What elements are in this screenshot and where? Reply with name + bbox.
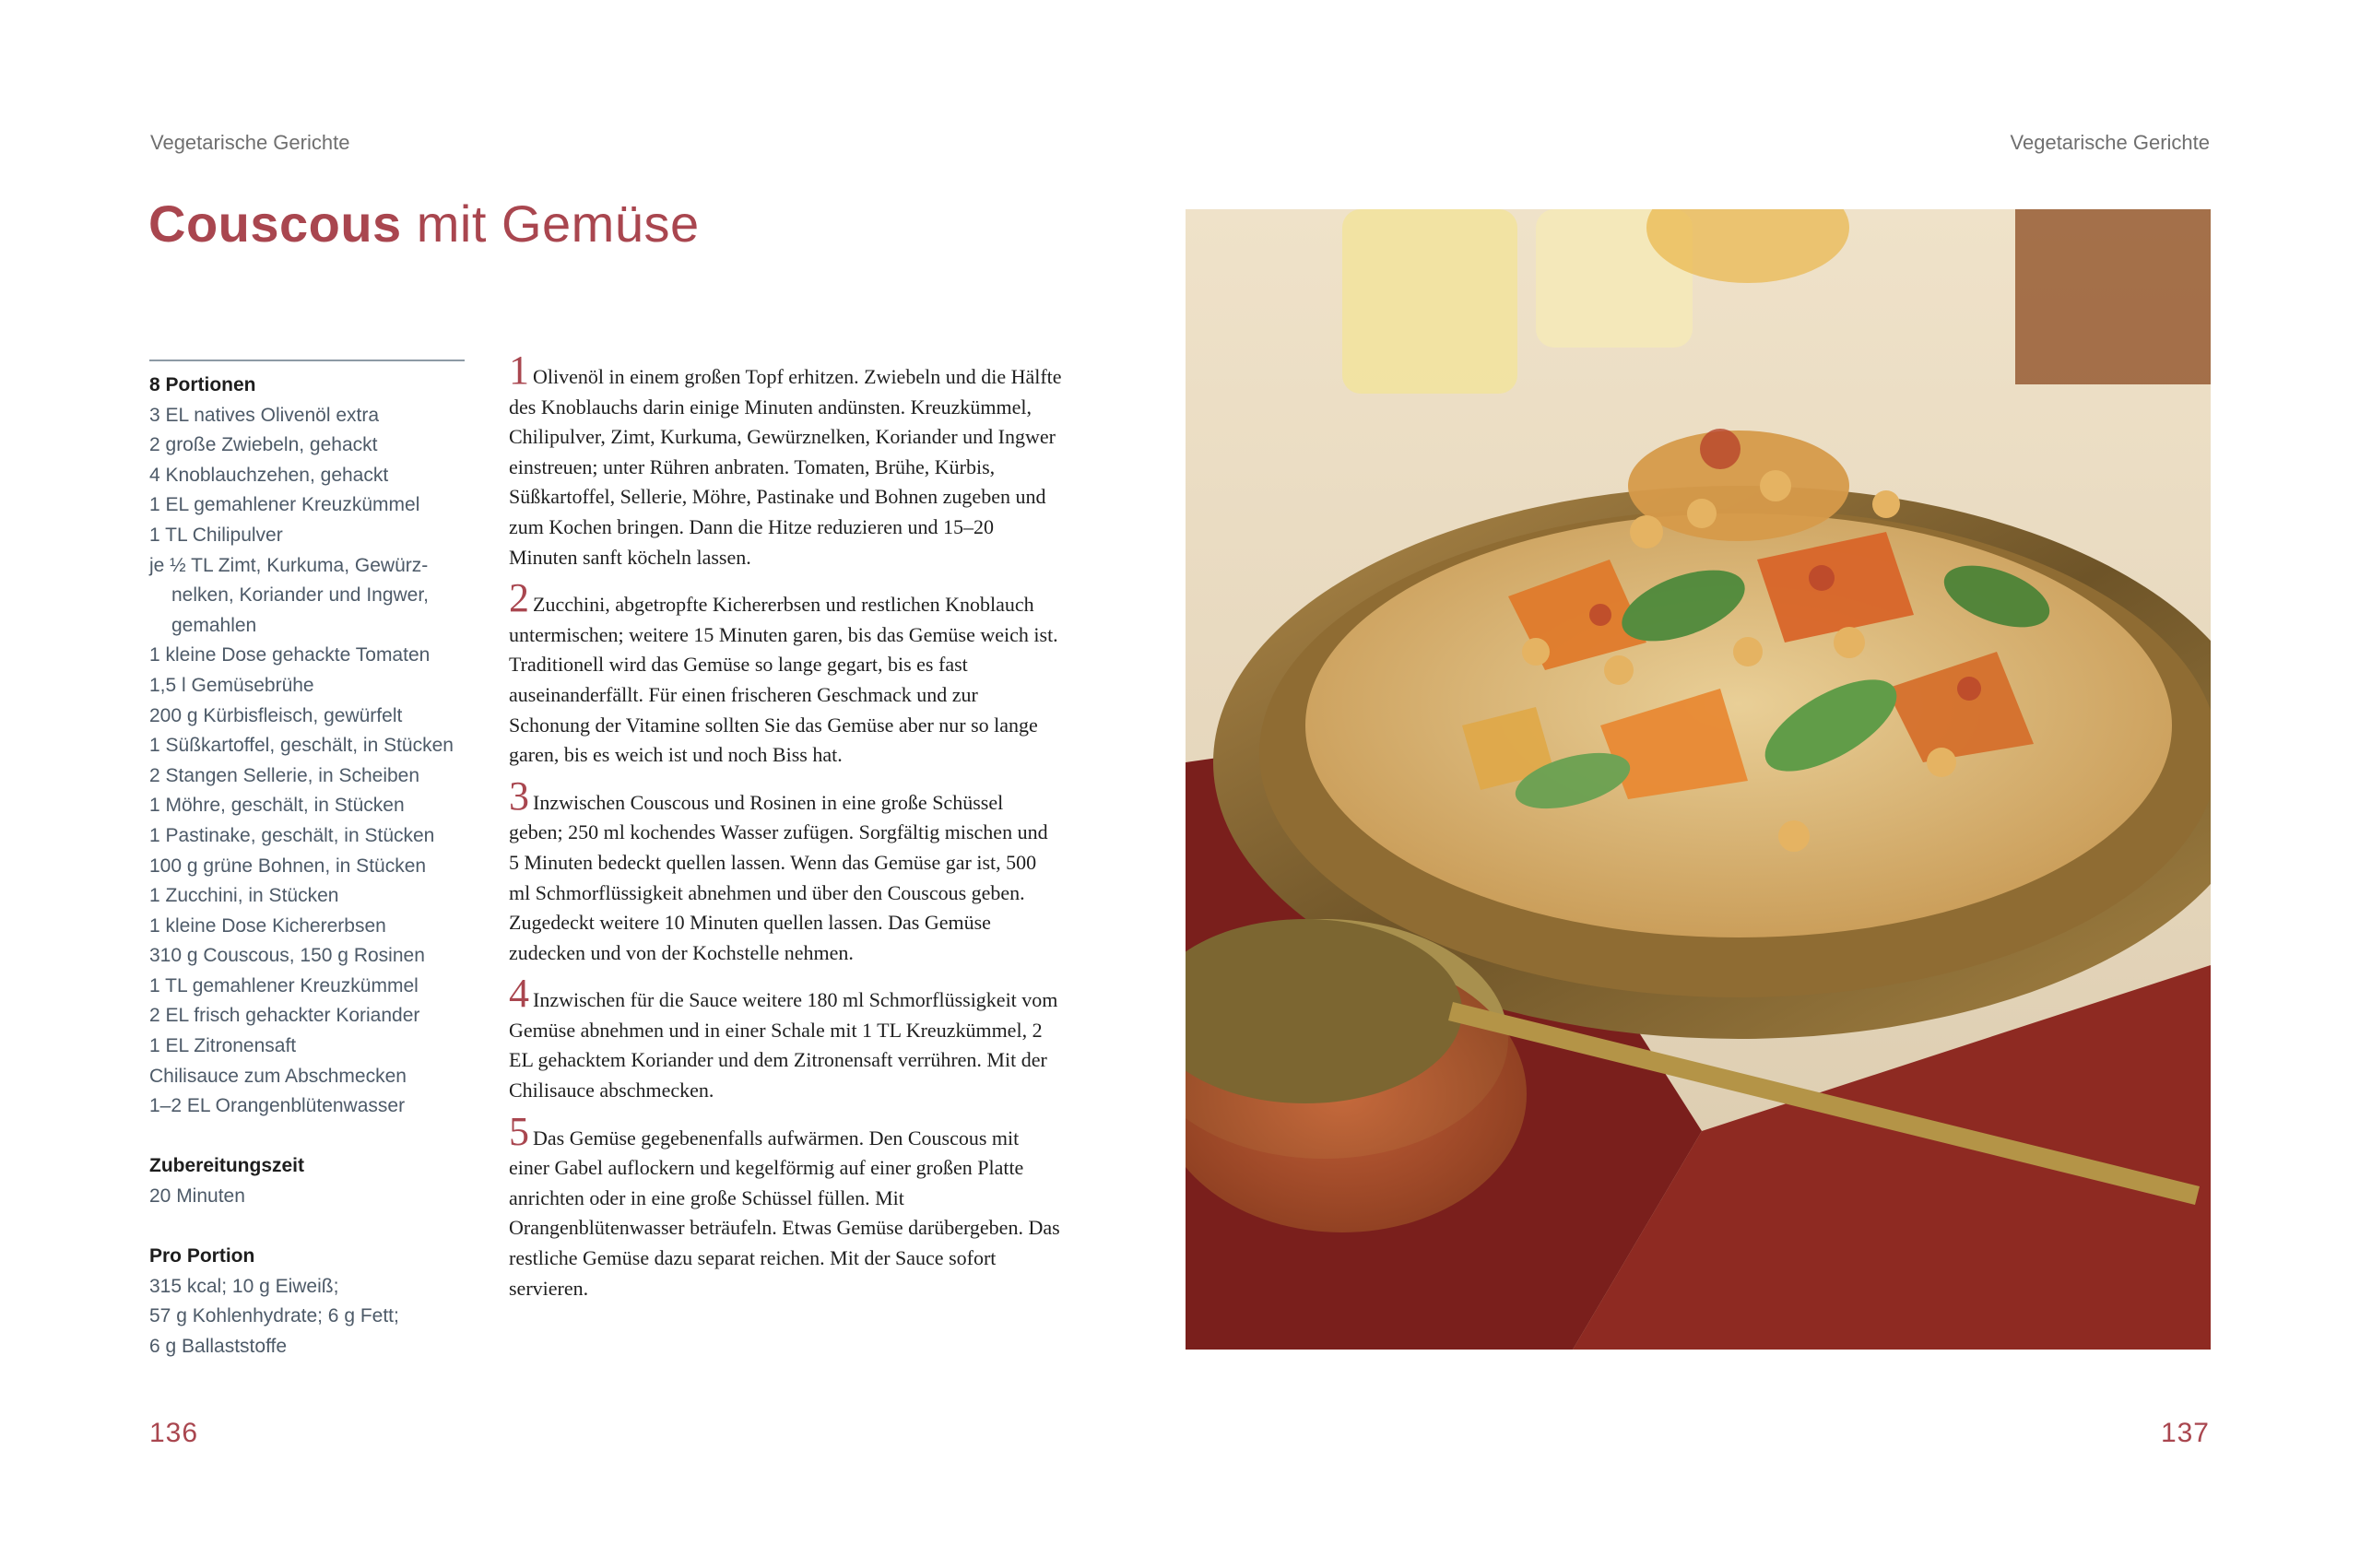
step-text: Inzwischen Couscous und Rosinen in eine große Schüssel geben; 250 ml kochendes Wasser zufügen. Sorgfältig mischen und 5 Minuten bedeckt quellen lassen. Wenn das Gemüse gar ist, 500 ml Schmorflüssigkeit abnehmen und über den Couscous geben. Zugedeckt weitere 10 Minuten quellen lassen. Das Gemüse zudecken und von der Kochstelle nehmen. (509, 790, 1048, 964)
step-number: 5 (509, 1108, 529, 1154)
ingredient-item: Chilisauce zum Abschmecken (149, 1065, 407, 1087)
ingredient-item: 1 Süßkartoffel, geschält, in Stücken (149, 735, 454, 757)
ingredient-item: 3 EL natives Olivenöl extra (149, 404, 380, 426)
couscous-photo-illustration (1186, 209, 2211, 1350)
ingredient-item: 1 EL gemahlener Kreuzkümmel (149, 494, 420, 516)
recipe-title (148, 194, 700, 253)
step-text: Olivenöl in einem großen Topf erhitzen. Zwiebeln und die Hälfte des Knoblauchs darin einige Minuten andünsten. Kreuzkümmel, Chilipulver, Zimt, Kurkuma, Gewürznelken, Koriander und Ingwer einstreuen; unter Rühren anbraten. Tomaten, Brühe, Kürbis, Süßkartoffel, Sellerie, Möhre, Pastinake und Bohnen zugeben und zum Kochen bringen. Dann die Hitze reduzieren und 15–20 Minuten sanft köcheln lassen. (509, 365, 1062, 569)
page-number-right: 137 (2160, 1418, 2210, 1448)
ingredient-item: 4 Knoblauchzehen, gehackt (149, 464, 389, 486)
ingredient-item: 1 TL gemahlener Kreuzkümmel (149, 974, 419, 996)
method-step (509, 971, 1062, 1105)
step-text: Zucchini, abgetropfte Kichererbsen und restlichen Knoblauch untermischen; weitere 15 Minuten garen, bis das Gemüse weich ist. Traditionell wird das Gemüse so lange gegart, bis es fast auseinanderfällt. Für einen frischeren Geschmack und zur Schonung der Vitamine sollten Sie das Gemüse aber nur so lange garen, bis es weich ist und noch Biss hat. (509, 593, 1058, 767)
ingredient-item: 1 kleine Dose gehackte Tomaten (149, 644, 431, 666)
nutrition-heading: Pro Portion (149, 1245, 255, 1267)
prep-time-value: 20 Minuten (149, 1185, 245, 1208)
ingredient-item: 200 g Kürbisfleisch, gewürfelt (149, 704, 403, 726)
ingredient-item: 1 EL Zitronensaft (149, 1035, 297, 1057)
ingredients-column (149, 360, 465, 1362)
ingredient-item: 100 g grüne Bohnen, in Stücken (149, 855, 427, 877)
running-head-left: Vegetarische Gerichte (150, 131, 350, 154)
ingredient-item: 2 große Zwiebeln, gehackt (149, 434, 378, 456)
method-step (509, 575, 1062, 771)
ingredient-item: 1 kleine Dose Kichererbsen (149, 914, 386, 937)
prep-time-heading: Zubereitungszeit (149, 1155, 305, 1177)
recipe-title-main: Couscous (148, 195, 402, 253)
ingredient-item: 1 Möhre, geschält, in Stücken (149, 795, 405, 817)
ingredient-item: 1,5 l Gemüsebrühe (149, 674, 314, 696)
method-step (509, 348, 1062, 572)
nutrition-line: 6 g Ballaststoffe (149, 1336, 288, 1357)
ingredient-item: 1 Zucchini, in Stücken (149, 885, 339, 907)
nutrition-line: 57 g Kohlenhydrate; 6 g Fett; (149, 1305, 399, 1327)
ingredient-item: 1 Pastinake, geschält, in Stücken (149, 824, 435, 846)
recipe-title-rest: mit Gemüse (401, 195, 700, 253)
method-steps (509, 348, 1062, 1316)
couscous-photo (1186, 209, 2211, 1350)
page-number-left: 136 (149, 1418, 199, 1448)
ingredient-item: 2 Stangen Sellerie, in Scheiben (149, 764, 420, 786)
running-head-right: Vegetarische Gerichte (2010, 131, 2210, 154)
ingredient-item: 2 EL frisch gehackter Koriander (149, 1005, 420, 1027)
ingredient-item: 1 TL Chilipulver (149, 524, 283, 546)
nutrition-line: 315 kcal; 10 g Eiweiß; (149, 1275, 339, 1297)
ingredient-item: 1–2 EL Orangenblütenwasser (149, 1095, 406, 1117)
ingredients-heading: 8 Portionen (149, 374, 256, 395)
method-step (509, 772, 1062, 969)
step-number: 1 (509, 348, 529, 393)
step-number: 4 (509, 971, 529, 1017)
step-number: 2 (509, 575, 529, 621)
method-step (509, 1108, 1062, 1304)
step-number: 3 (509, 772, 529, 819)
ingredient-item: 310 g Couscous, 150 g Rosinen (149, 945, 425, 967)
step-text: Das Gemüse gegebenenfalls aufwärmen. Den Couscous mit einer Gabel auflockern und kegelförmig auf einer großen Platte anrichten oder in eine große Schüssel füllen. Mit Orangenblütenwasser beträufeln. Etwas Gemüse darübergeben. Das restliche Gemüse dazu separat reichen. Mit der Sauce sofort servieren. (509, 1126, 1060, 1300)
ingredient-item: je ½ TL Zimt, Kurkuma, Gewürz-nelken, Koriander und Ingwer, gemahlen (149, 554, 430, 636)
step-text: Inzwischen für die Sauce weitere 180 ml Schmorflüssigkeit vom Gemüse abnehmen und in einer Schale mit 1 TL Kreuzkümmel, 2 EL gehacktem Koriander und dem Zitronensaft verrühren. Mit der Chilisauce abschmecken. (509, 988, 1058, 1102)
